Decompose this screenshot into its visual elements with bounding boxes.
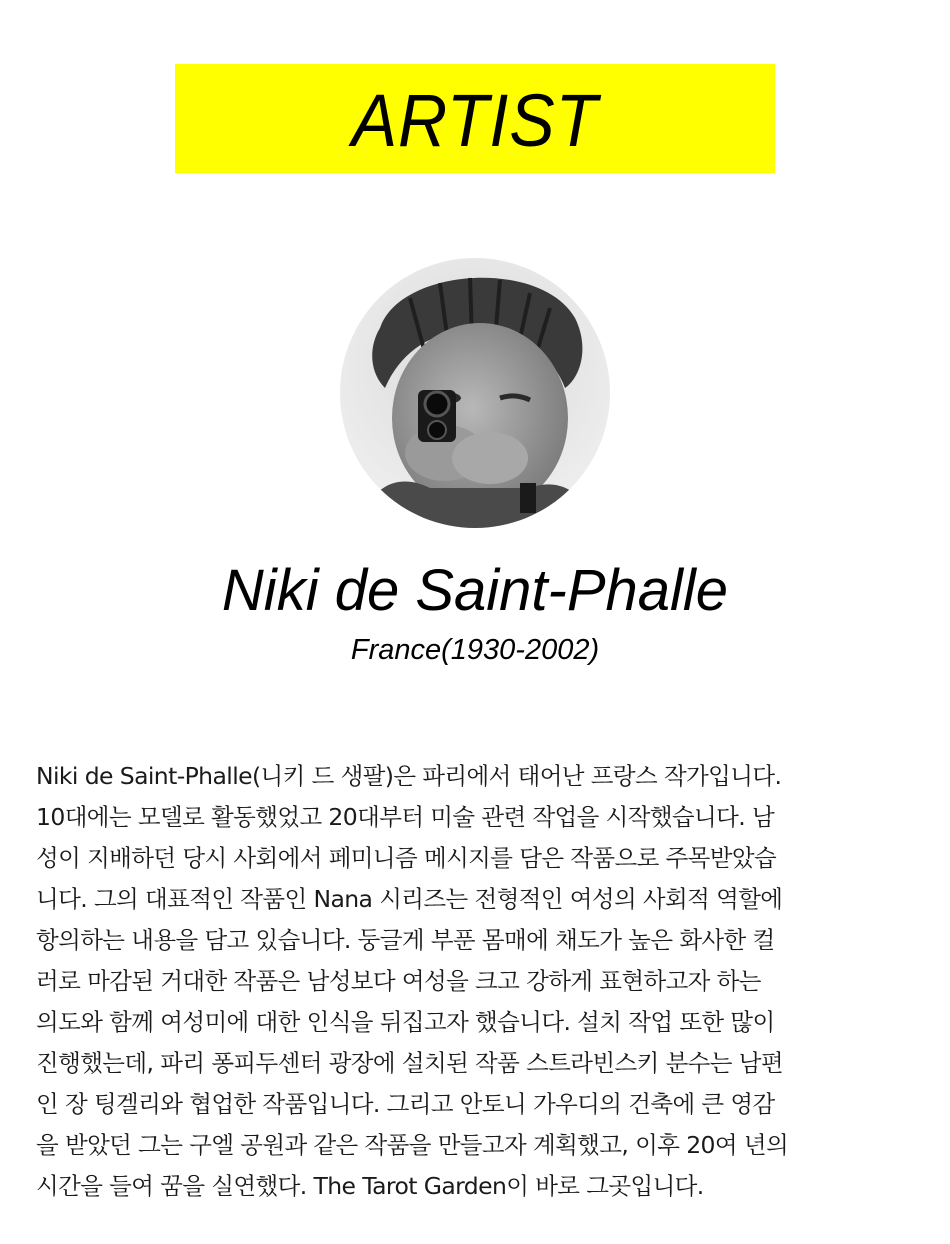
artist-banner	[175, 64, 775, 173]
bio-line: 10대에는 모델로 활동했었고 20대부터 미술 관련 작업을 시작했습니다. 남	[36, 803, 775, 831]
banner-title: ARTIST	[351, 78, 599, 162]
bio-line: 성이 지배하던 당시 사회에서 페미니즘 메시지를 담은 작품으로 주목받았습	[36, 844, 777, 872]
bio-line: 을 받았던 그는 구엘 공원과 같은 작품을 만들고자 계획했고, 이후 20여 년의	[36, 1131, 789, 1159]
bio-line: 인 장 팅겔리와 협업한 작품입니다. 그리고 안토니 가우디의 건축에 큰 영감	[36, 1090, 775, 1118]
portrait-photo-icon	[340, 258, 610, 528]
bio-line: 진행했는데, 파리 퐁피두센터 광장에 설치된 작품 스트라빈스키 분수는 남편	[36, 1049, 783, 1077]
bio-line: 러로 마감된 거대한 작품은 남성보다 여성을 크고 강하게 표현하고자 하는	[36, 967, 761, 995]
bio-line: 니다. 그의 대표적인 작품인 Nana 시리즈는 전형적인 여성의 사회적 역할에	[36, 885, 783, 913]
artist-portrait	[340, 258, 610, 528]
bio-line: 시간을 들여 꿈을 실연했다. The Tarot Garden이 바로 그곳입니다.	[36, 1172, 704, 1200]
bio-line: 의도와 함께 여성미에 대한 인식을 뒤집고자 했습니다. 설치 작업 또한 많이	[36, 1008, 775, 1036]
artist-origin-years: France(1930-2002)	[350, 634, 600, 666]
bio-line: Niki de Saint-Phalle(니키 드 생팔)은 파리에서 태어난 프랑스 작가입니다.	[36, 762, 782, 790]
artist-biography	[36, 756, 916, 1207]
artist-name: Niki de Saint-Phalle	[221, 558, 729, 623]
bio-line: 항의하는 내용을 담고 있습니다. 둥글게 부푼 몸매에 채도가 높은 화사한 컬	[36, 926, 775, 954]
